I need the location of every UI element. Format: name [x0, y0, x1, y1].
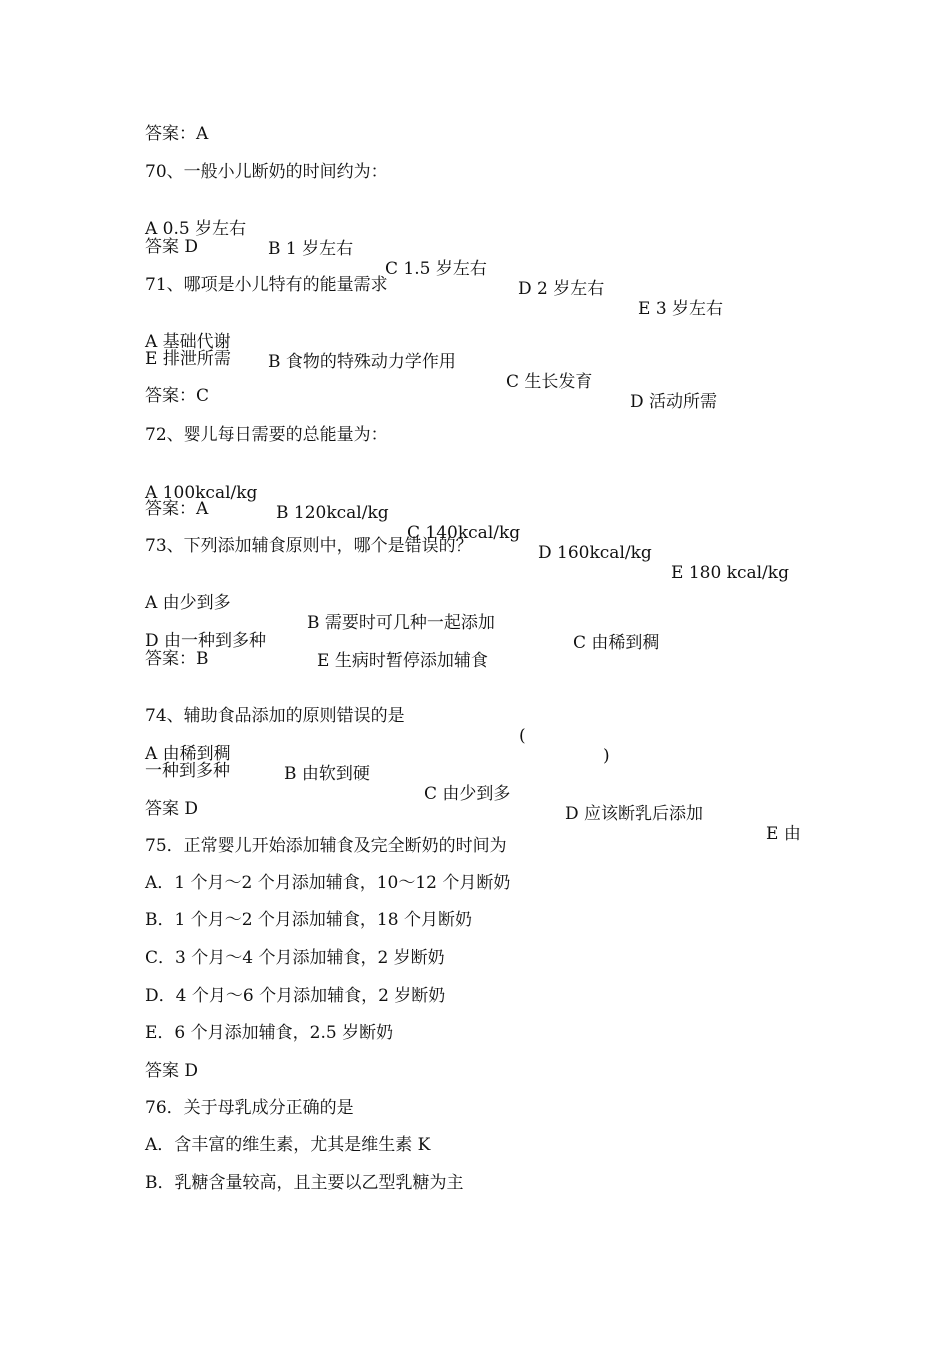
option-74-c: C 由少到多: [424, 784, 511, 804]
option-71-e: E 排泄所需: [145, 349, 231, 369]
question-71: 71、哪项是小儿特有的能量需求: [145, 275, 388, 295]
option-72-a: A 100kcal/kg: [145, 483, 258, 503]
option-74-d: D 应该断乳后添加: [565, 804, 704, 824]
option-74-b: B 由软到硬: [284, 764, 370, 784]
option-75-c: C．3 个月～4 个月添加辅食，2 岁断奶: [145, 948, 445, 968]
question-70: 70、一般小儿断奶的时间约为：: [145, 162, 388, 182]
option-75-d: D．4 个月～6 个月添加辅食，2 岁断奶: [145, 986, 446, 1006]
paren-close: ): [603, 746, 610, 766]
answer-73: 答案：B: [145, 649, 209, 669]
option-74-e-wrap: 一种到多种: [145, 761, 230, 781]
option-75-a: A．1 个月～2 个月添加辅食，10～12 个月断奶: [145, 873, 511, 893]
option-73-b: B 需要时可几种一起添加: [307, 613, 495, 633]
option-72-e: E 180 kcal/kg: [671, 563, 789, 583]
question-76: 76．关于母乳成分正确的是: [145, 1098, 354, 1118]
option-73-d: D 由一种到多种: [145, 631, 267, 651]
question-72: 72、婴儿每日需要的总能量为：: [145, 425, 388, 445]
option-71-a: A 基础代谢: [145, 332, 231, 352]
option-71-c: C 生长发育: [506, 372, 593, 392]
question-74: 74、辅助食品添加的原则错误的是: [145, 706, 405, 726]
option-70-c: C 1.5 岁左右: [385, 259, 487, 279]
answer-69: 答案：A: [145, 124, 209, 144]
option-76-b: B．乳糖含量较高，且主要以乙型乳糖为主: [145, 1173, 464, 1193]
option-71-b: B 食物的特殊动力学作用: [268, 352, 456, 372]
option-76-a: A．含丰富的维生素，尤其是维生素 K: [145, 1135, 431, 1155]
option-70-b: B 1 岁左右: [268, 239, 354, 259]
option-73-e: E 生病时暂停添加辅食: [317, 651, 488, 671]
question-73: 73、下列添加辅食原则中，哪个是错误的？: [145, 536, 473, 556]
option-75-e: E．6 个月添加辅食，2.5 岁断奶: [145, 1023, 394, 1043]
option-70-a: A 0.5 岁左右: [145, 219, 247, 239]
question-75: 75．正常婴儿开始添加辅食及完全断奶的时间为: [145, 836, 507, 856]
answer-71: 答案：C: [145, 386, 210, 406]
answer-70: 答案 D: [145, 237, 199, 257]
answer-75: 答案 D: [145, 1061, 199, 1081]
option-71-d: D 活动所需: [630, 392, 718, 412]
option-72-c: C 140kcal/kg: [407, 523, 521, 543]
option-73-a: A 由少到多: [145, 593, 231, 613]
option-74-a: A 由稀到稠: [145, 744, 231, 764]
option-70-d: D 2 岁左右: [518, 279, 605, 299]
option-70-e: E 3 岁左右: [638, 299, 724, 319]
option-72-d: D 160kcal/kg: [538, 543, 652, 563]
option-75-b: B．1 个月～2 个月添加辅食，18 个月断奶: [145, 910, 472, 930]
answer-72: 答案：A: [145, 499, 209, 519]
option-73-c: C 由稀到稠: [573, 633, 660, 653]
option-74-e: E 由: [766, 824, 801, 844]
paren-open: (: [519, 726, 526, 746]
answer-74: 答案 D: [145, 799, 199, 819]
option-72-b: B 120kcal/kg: [276, 503, 389, 523]
